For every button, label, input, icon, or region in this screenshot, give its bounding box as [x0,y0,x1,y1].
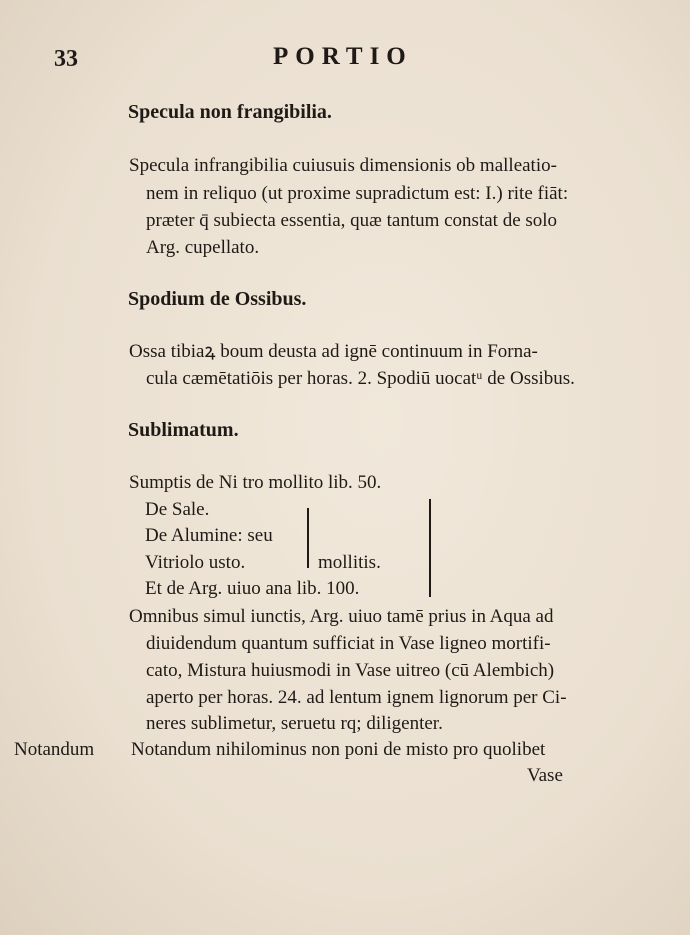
running-head: PORTIO [273,43,413,70]
body-line: nem in reliquo (ut proxime supradictum est: I.) rite fiāt: [146,183,569,204]
recipe-item: De Sale. [145,499,210,520]
body-line: Specula infrangibilia cuiusuis dimensionis ob malleatio- [129,155,557,176]
bracket-label: mollitis. [318,552,381,573]
page-number: 33 [54,46,78,72]
body-line: Ossa tibiaꝝ boum deusta ad ignē continuum in Forna- [129,341,538,362]
recipe-item: Vitriolo usto. [145,552,246,573]
body-line: cato, Mistura huiusmodi in Vase uitreo (cū Alembich) [146,660,555,681]
section-heading: Spodium de Ossibus. [128,288,307,310]
section-heading: Specula non frangibilia. [128,101,332,123]
body-line: præter q̄ subiecta essentia, quæ tantum constat de solo [146,210,558,231]
body-line: cula cæmētatiōis per horas. 2. Spodiū uocatᵘ de Ossibus. [146,368,575,389]
catchword: Vase [527,765,563,786]
body-line: diuidendum quantum sufficiat in Vase ligneo mortifi- [146,633,551,654]
body-line: Omnibus simul iunctis, Arg. uiuo tamē prius in Aqua ad [129,606,554,627]
section-heading: Sublimatum. [128,419,239,441]
body-line: Arg. cupellato. [146,237,260,258]
body-line: neres sublimetur, seruetu rq; diligenter. [146,713,443,734]
body-line: Notandum nihilominus non poni de misto pro quolibet [131,739,546,760]
bracket-line [307,508,309,568]
margin-note: Notandum [14,739,95,760]
bracket-line [429,499,431,597]
recipe-item: Et de Arg. uiuo ana lib. 100. [145,578,360,599]
body-line: aperto per horas. 24. ad lentum ignem lignorum per Ci- [146,687,567,708]
recipe-line: Sumptis de Ni tro mollito lib. 50. [129,472,382,493]
recipe-item: De Alumine: seu [145,525,273,546]
